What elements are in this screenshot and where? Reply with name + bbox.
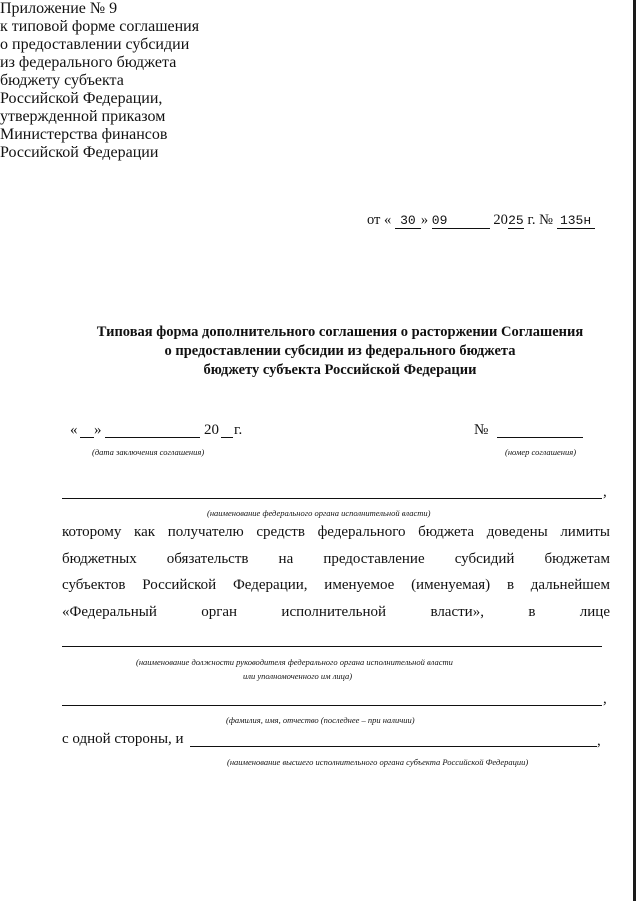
word: исполнительной	[281, 604, 387, 620]
header-line: бюджету субъекта	[0, 72, 124, 89]
one-side-text: с одной стороны, и	[62, 731, 184, 747]
word: дальнейшем	[530, 577, 610, 593]
word: субсидий	[454, 551, 515, 567]
header-line: о предоставлении субсидии	[0, 36, 190, 53]
word: орган	[201, 604, 238, 620]
position-caption-line2: или уполномоченного им лица)	[243, 671, 353, 681]
fio-caption: (фамилия, имя, отчество (последнее – при наличии)	[226, 715, 415, 725]
word: (именуемая)	[411, 577, 491, 593]
header-line: Приложение № 9	[0, 0, 118, 17]
date-open-quote: «	[70, 422, 78, 438]
date-month-field[interactable]	[105, 437, 200, 438]
agency-comma: ,	[603, 484, 607, 500]
word: Федерации,	[232, 577, 308, 593]
date-year-prefix: 20	[204, 422, 219, 438]
word: бюджетных	[62, 551, 137, 567]
header-line: утвержденной приказом	[0, 108, 166, 125]
date-caption: (дата заключения соглашения)	[92, 447, 205, 457]
word: субъектов	[62, 577, 126, 593]
number-caption: (номер соглашения)	[505, 447, 577, 457]
form-title-line1: Типовая форма дополнительного соглашения о расторжении Соглашения	[96, 324, 584, 340]
date-year-suffix: г.	[234, 422, 243, 438]
position-field[interactable]	[62, 646, 602, 647]
order-date-line	[367, 212, 595, 229]
word: которому	[62, 524, 122, 540]
word: предоставление	[323, 551, 425, 567]
word: Российской	[142, 577, 217, 593]
word: именуемое	[324, 577, 395, 593]
word: обязательств	[166, 551, 249, 567]
regional-caption: (наименование высшего исполнительного органа субъекта Российской Федерации)	[227, 757, 529, 767]
agency-name-field[interactable]	[62, 498, 602, 499]
word: получателю	[167, 524, 244, 540]
header-line: к типовой форме соглашения	[0, 18, 200, 35]
word: бюджета	[418, 524, 475, 540]
order-number-label: г. №	[527, 212, 553, 228]
form-title-line2: о предоставлении субсидии из федерального бюджета	[164, 343, 516, 359]
fio-comma: ,	[603, 691, 607, 707]
date-year-field[interactable]	[221, 437, 233, 438]
word: власти»,	[430, 604, 484, 620]
agreement-number-sign: №	[474, 422, 489, 438]
word: в	[528, 604, 536, 620]
order-month: 09	[432, 214, 490, 229]
word: федерального	[317, 524, 406, 540]
order-date-mid: »	[420, 212, 429, 228]
order-year-prefix: 20	[493, 212, 508, 228]
header-line: Российской Федерации,	[0, 90, 163, 107]
word: лице	[579, 604, 610, 620]
appendix-header	[0, 0, 640, 162]
word: «Федеральный	[62, 604, 157, 620]
form-title-line3: бюджету субъекта Российской Федерации	[203, 362, 477, 378]
fio-field[interactable]	[62, 705, 602, 706]
order-day: 30	[395, 214, 421, 229]
regional-authority-field[interactable]	[190, 746, 597, 747]
scan-edge	[633, 0, 636, 901]
paragraph-row-3	[62, 577, 610, 594]
paragraph-row-2	[62, 551, 610, 568]
order-date-prefix: от «	[367, 212, 392, 228]
date-day-field[interactable]	[80, 437, 94, 438]
paragraph-row-4	[62, 604, 610, 621]
regional-comma: ,	[597, 733, 601, 749]
paragraph-row-1	[62, 524, 610, 541]
position-caption-line1: (наименование должности руководителя федерального органа исполнительной власти	[136, 657, 453, 667]
word: бюджетам	[544, 551, 610, 567]
word: лимиты	[560, 524, 610, 540]
word: в	[506, 577, 515, 593]
date-close-quote: »	[94, 422, 102, 438]
word: на	[278, 551, 294, 567]
header-line: Российской Федерации	[0, 144, 159, 161]
order-year: 25	[508, 213, 524, 228]
header-line: из федерального бюджета	[0, 54, 177, 71]
order-number: 135н	[557, 214, 595, 229]
word: средств	[256, 524, 305, 540]
word: как	[134, 524, 156, 540]
agreement-number-field[interactable]	[497, 437, 583, 438]
word: доведены	[486, 524, 548, 540]
header-line: Министерства финансов	[0, 126, 168, 143]
agency-caption: (наименование федерального органа исполнительной власти)	[207, 508, 431, 518]
